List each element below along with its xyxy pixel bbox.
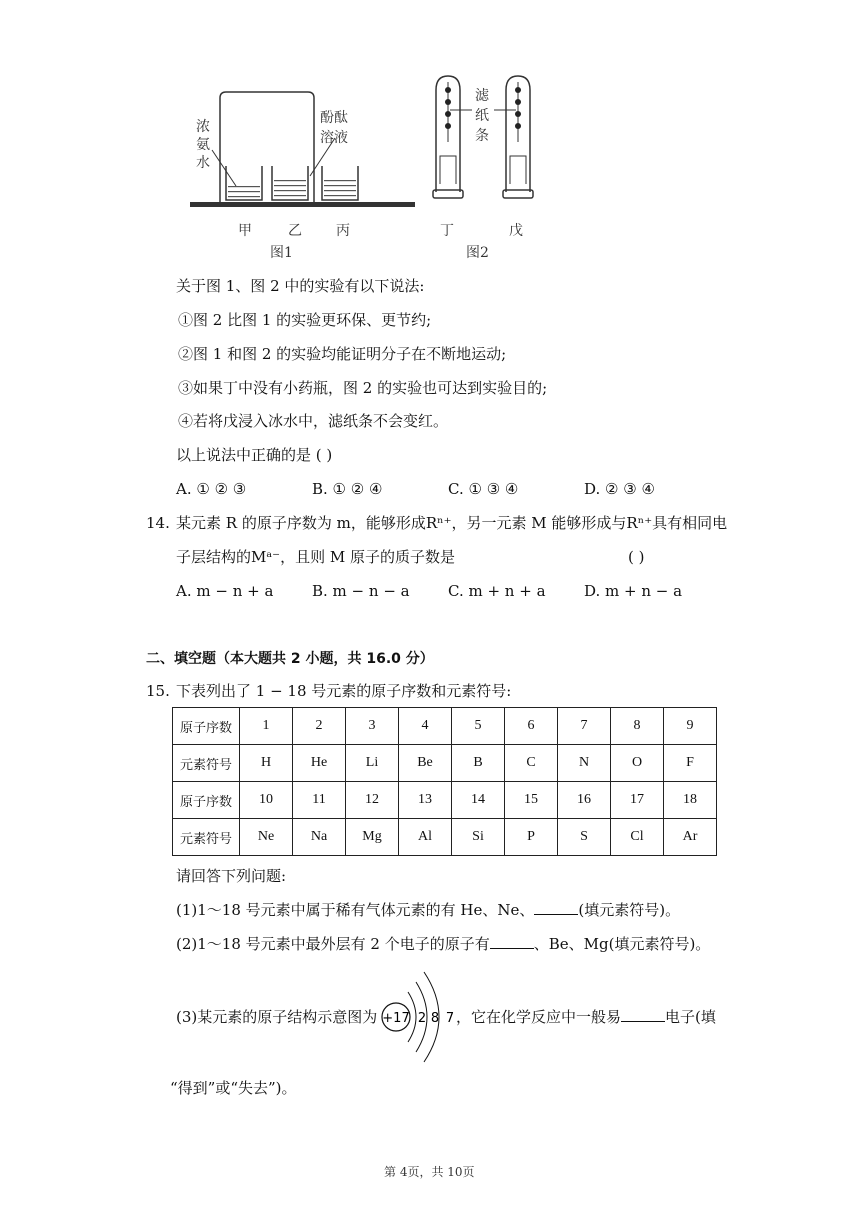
table-cell: Ne xyxy=(240,819,293,856)
q15-sub-3-before: (3)某元素的原子结构示意图为 xyxy=(176,1008,378,1026)
table-cell: Si xyxy=(452,819,505,856)
q15-sub-3-after: ，它在化学反应中一般易 电子(填 xyxy=(456,1008,716,1026)
table-row-header: 原子序数 xyxy=(173,782,240,819)
table-cell: 2 xyxy=(293,708,346,745)
atom-shell-3: 7 xyxy=(445,1011,455,1026)
table-row-header: 元素符号 xyxy=(173,819,240,856)
table-cell: 18 xyxy=(664,782,717,819)
table-cell: O xyxy=(611,745,664,782)
atom-nucleus: +17 xyxy=(382,1011,410,1026)
q13-statement-1: ①图 2 比图 1 的实验更环保、更节约; xyxy=(178,311,432,329)
q15-sub-2: (2)1～18 号元素中最外层有 2 个电子的原子有 、Be、Mg(填元素符号)。 xyxy=(176,935,711,953)
element-table xyxy=(172,707,717,856)
tube-label-ding: 丁 xyxy=(440,223,454,239)
page-footer: 第 4页，共 10页 xyxy=(384,1165,475,1179)
figure-1-caption: 图1 xyxy=(270,245,293,261)
figure-2-caption: 图2 xyxy=(466,245,489,261)
table-row xyxy=(173,745,717,782)
table-cell: S xyxy=(558,819,611,856)
table-cell: 14 xyxy=(452,782,505,819)
q13-intro: 关于图 1、图 2 中的实验有以下说法: xyxy=(176,277,425,295)
figure-2-strip-label: 滤 纸 条 xyxy=(475,88,489,144)
q14-option-c[interactable]: C. m + n + a xyxy=(448,582,546,600)
q15-sub-1: (1)1～18 号元素中属于稀有气体元素的有 He、Ne、 (填元素符号)。 xyxy=(176,901,681,919)
q14-option-a[interactable]: A. m − n + a xyxy=(176,582,274,600)
table-cell: 8 xyxy=(611,708,664,745)
q13-statement-3: ③如果丁中没有小药瓶，图 2 的实验也可达到实验目的; xyxy=(178,379,548,397)
table-cell: P xyxy=(505,819,558,856)
q15-answer-prompt: 请回答下列问题: xyxy=(176,867,287,885)
table-cell: 1 xyxy=(240,708,293,745)
table-cell: 5 xyxy=(452,708,505,745)
table-cell: B xyxy=(452,745,505,782)
atom-shell-1: 2 xyxy=(417,1011,427,1026)
q15-number: 15. xyxy=(146,682,170,700)
figure-1-right-label: 酚酞 溶液 xyxy=(320,110,348,146)
table-cell: Na xyxy=(293,819,346,856)
table-cell: He xyxy=(293,745,346,782)
answer-blank-2[interactable] xyxy=(490,934,534,949)
figure-1-left-label: 浓 氨 水 xyxy=(196,119,210,171)
q15-intro: 下表列出了 1 − 18 号元素的原子序数和元素符号: xyxy=(176,682,512,700)
beaker-label-yi: 乙 xyxy=(288,223,302,239)
q13-option-c[interactable]: C. ① ③ ④ xyxy=(448,480,519,498)
beaker-label-bing: 丙 xyxy=(336,223,350,239)
q14-option-b[interactable]: B. m − n − a xyxy=(312,582,410,600)
table-cell: 15 xyxy=(505,782,558,819)
table-cell: Mg xyxy=(346,819,399,856)
q13-statement-2: ②图 1 和图 2 的实验均能证明分子在不断地运动; xyxy=(178,345,507,363)
table-cell: 6 xyxy=(505,708,558,745)
table-cell: 3 xyxy=(346,708,399,745)
beaker-label-jia: 甲 xyxy=(238,223,252,239)
table-cell: 16 xyxy=(558,782,611,819)
q13-option-b[interactable]: B. ① ② ④ xyxy=(312,480,383,498)
q13-prompt: 以上说法中正确的是 ( ) xyxy=(176,446,333,464)
table-cell: 10 xyxy=(240,782,293,819)
table-cell: 7 xyxy=(558,708,611,745)
table-cell: 11 xyxy=(293,782,346,819)
answer-blank-1[interactable] xyxy=(534,900,578,915)
table-cell: Be xyxy=(399,745,452,782)
table-cell: Ar xyxy=(664,819,717,856)
table-cell: N xyxy=(558,745,611,782)
table-row-header: 元素符号 xyxy=(173,745,240,782)
answer-blank-3[interactable] xyxy=(621,1007,665,1022)
figure-1-diagram xyxy=(190,78,415,210)
atom-shell-2: 8 xyxy=(430,1011,440,1026)
q13-statement-4: ④若将戊浸入冰水中，滤纸条不会变红。 xyxy=(178,412,449,430)
q13-option-d[interactable]: D. ② ③ ④ xyxy=(584,480,655,498)
q14-line-1: 某元素 R 的原子序数为 m，能够形成Rⁿ⁺，另一元素 M 能够形成与Rⁿ⁺具有相同电 xyxy=(176,514,728,532)
table-cell: C xyxy=(505,745,558,782)
table-cell: 13 xyxy=(399,782,452,819)
table-row-header: 原子序数 xyxy=(173,708,240,745)
q13-option-a[interactable]: A. ① ② ③ xyxy=(176,480,247,498)
table-cell: 4 xyxy=(399,708,452,745)
table-row xyxy=(173,819,717,856)
table-cell: 12 xyxy=(346,782,399,819)
table-cell: 17 xyxy=(611,782,664,819)
q14-line-2: 子层结构的Mᵃ⁻，且则 M 原子的质子数是 xyxy=(176,548,455,566)
q15-sub-3-end: “得到”或“失去”)。 xyxy=(170,1079,297,1097)
table-cell: Li xyxy=(346,745,399,782)
table-cell: H xyxy=(240,745,293,782)
q14-paren: ( ) xyxy=(628,548,645,566)
table-cell: Cl xyxy=(611,819,664,856)
atom-structure-diagram xyxy=(378,966,464,1066)
table-cell: F xyxy=(664,745,717,782)
table-row xyxy=(173,708,717,745)
q14-number: 14. xyxy=(146,514,170,532)
section-2-title: 二、填空题（本大题共 2 小题，共 16.0 分） xyxy=(146,651,434,667)
table-cell: 9 xyxy=(664,708,717,745)
q14-option-d[interactable]: D. m + n − a xyxy=(584,582,683,600)
table-row xyxy=(173,782,717,819)
table-cell: Al xyxy=(399,819,452,856)
tube-label-wu: 戊 xyxy=(509,223,523,239)
